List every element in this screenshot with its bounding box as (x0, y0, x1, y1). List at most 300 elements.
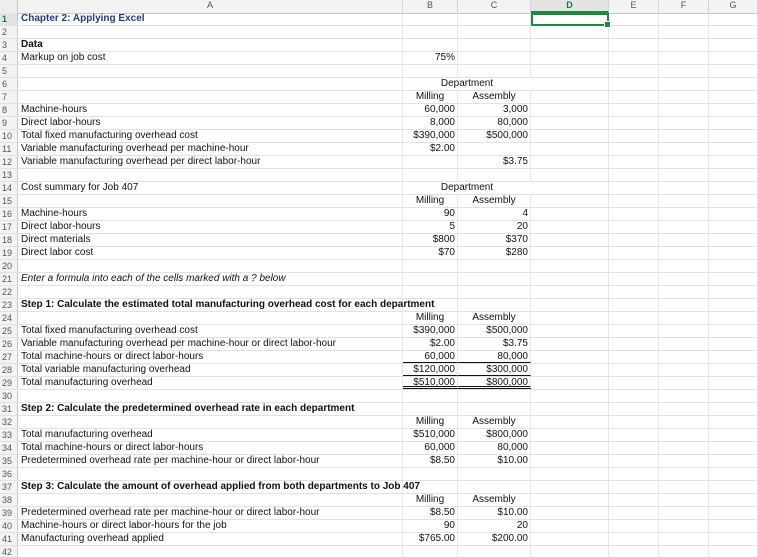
cell-f[interactable] (659, 455, 709, 467)
cell-b[interactable]: 60,000 (403, 351, 458, 363)
cell-g[interactable] (709, 481, 758, 493)
cell-f[interactable] (659, 39, 709, 51)
cell-e[interactable] (609, 481, 659, 493)
cell-d[interactable] (531, 468, 609, 480)
cell-b[interactable] (403, 13, 458, 25)
cell-g[interactable] (709, 234, 758, 246)
cell-b[interactable]: $8.50 (403, 507, 458, 519)
row-number[interactable]: 19 (0, 247, 18, 259)
cell-g[interactable] (709, 91, 758, 103)
cell-a[interactable] (18, 91, 403, 103)
cell-c[interactable] (458, 143, 531, 155)
cell-f[interactable] (659, 195, 709, 207)
cell-c[interactable] (458, 169, 531, 181)
cell-g[interactable] (709, 117, 758, 129)
cell-g[interactable] (709, 442, 758, 454)
cell-f[interactable] (659, 520, 709, 532)
cell-a[interactable]: Direct materials (18, 234, 403, 246)
spreadsheet-grid[interactable] (0, 13, 758, 557)
cell-d[interactable] (531, 494, 609, 506)
row-number[interactable]: 29 (0, 377, 18, 389)
cell-d[interactable] (531, 455, 609, 467)
cell-g[interactable] (709, 13, 758, 25)
cell-b[interactable] (403, 260, 458, 272)
cell-b[interactable] (403, 156, 458, 168)
row-number[interactable]: 16 (0, 208, 18, 220)
row-number[interactable]: 21 (0, 273, 18, 285)
cell-a[interactable]: Variable manufacturing overhead per direct labor-hour (18, 156, 403, 168)
cell-f[interactable] (659, 507, 709, 519)
cell-d[interactable] (531, 429, 609, 441)
cell-e[interactable] (609, 533, 659, 545)
cell-g[interactable] (709, 494, 758, 506)
cell-e[interactable] (609, 364, 659, 376)
cell-d[interactable] (531, 156, 609, 168)
cell-d[interactable] (531, 104, 609, 116)
cell-c[interactable] (458, 39, 531, 51)
row-number[interactable]: 40 (0, 520, 18, 532)
cell-c[interactable]: Assembly (458, 494, 531, 506)
cell-f[interactable] (659, 325, 709, 337)
cell-c[interactable]: 4 (458, 208, 531, 220)
cell-g[interactable] (709, 351, 758, 363)
row-number[interactable]: 36 (0, 468, 18, 480)
cell-f[interactable] (659, 156, 709, 168)
cell-c[interactable]: 3,000 (458, 104, 531, 116)
row-number[interactable]: 23 (0, 299, 18, 311)
cell-f[interactable] (659, 286, 709, 298)
cell-b[interactable]: Milling (403, 195, 458, 207)
cell-f[interactable] (659, 533, 709, 545)
row-number[interactable]: 34 (0, 442, 18, 454)
cell-e[interactable] (609, 546, 659, 557)
cell-a[interactable]: Chapter 2: Applying Excel (18, 13, 403, 25)
cell-e[interactable] (609, 325, 659, 337)
cell-a[interactable]: Direct labor-hours (18, 221, 403, 233)
cell-b[interactable]: 5 (403, 221, 458, 233)
row-number[interactable]: 8 (0, 104, 18, 116)
cell-c[interactable]: 80,000 (458, 117, 531, 129)
cell-g[interactable] (709, 39, 758, 51)
cell-g[interactable] (709, 325, 758, 337)
cell-a[interactable]: Cost summary for Job 407 (18, 182, 403, 194)
cell-c[interactable]: 20 (458, 221, 531, 233)
cell-d[interactable] (531, 351, 609, 363)
cell-g[interactable] (709, 208, 758, 220)
cell-e[interactable] (609, 403, 659, 415)
cell-e[interactable] (609, 104, 659, 116)
cell-c[interactable] (458, 65, 531, 77)
cell-b[interactable]: $2.00 (403, 143, 458, 155)
cell-b[interactable]: Milling (403, 416, 458, 428)
cell-d[interactable] (531, 390, 609, 402)
select-all-corner[interactable] (0, 0, 18, 13)
cell-e[interactable] (609, 494, 659, 506)
row-number[interactable]: 18 (0, 234, 18, 246)
cell-e[interactable] (609, 468, 659, 480)
cell-e[interactable] (609, 39, 659, 51)
cell-f[interactable] (659, 481, 709, 493)
cell-b[interactable]: 60,000 (403, 442, 458, 454)
cell-f[interactable] (659, 312, 709, 324)
cell-d[interactable] (531, 169, 609, 181)
cell-c[interactable] (458, 286, 531, 298)
cell-g[interactable] (709, 26, 758, 38)
cell-d[interactable] (531, 338, 609, 350)
cell-a[interactable] (18, 65, 403, 77)
cell-a[interactable]: Total manufacturing overhead (18, 429, 403, 441)
cell-e[interactable] (609, 143, 659, 155)
cell-e[interactable] (609, 416, 659, 428)
cell-e[interactable] (609, 455, 659, 467)
cell-e[interactable] (609, 221, 659, 233)
cell-e[interactable] (609, 78, 659, 90)
cell-a[interactable]: Step 2: Calculate the predetermined overhead rate in each department (18, 403, 403, 415)
cell-c[interactable]: Assembly (458, 91, 531, 103)
row-number[interactable]: 10 (0, 130, 18, 142)
cell-d[interactable] (531, 442, 609, 454)
cell-c[interactable] (458, 13, 531, 25)
cell-f[interactable] (659, 338, 709, 350)
cell-c[interactable]: Assembly (458, 195, 531, 207)
cell-c[interactable]: $800,000 (458, 377, 531, 389)
cell-a[interactable]: Data (18, 39, 403, 51)
column-header-a[interactable]: A (18, 0, 403, 13)
cell-b[interactable]: $800 (403, 234, 458, 246)
cell-b-c-merged[interactable]: Department (440, 182, 494, 193)
cell-a[interactable] (18, 78, 403, 90)
cell-d[interactable] (531, 377, 609, 389)
row-number[interactable]: 39 (0, 507, 18, 519)
row-number[interactable]: 20 (0, 260, 18, 272)
cell-c[interactable] (458, 468, 531, 480)
cell-b[interactable] (403, 481, 458, 493)
cell-g[interactable] (709, 65, 758, 77)
cell-d[interactable] (531, 13, 609, 25)
cell-c[interactable] (458, 273, 531, 285)
cell-b[interactable] (403, 65, 458, 77)
cell-d[interactable] (531, 546, 609, 557)
cell-e[interactable] (609, 52, 659, 64)
cell-c[interactable] (458, 26, 531, 38)
cell-c[interactable] (458, 52, 531, 64)
row-number[interactable]: 14 (0, 182, 18, 194)
cell-c[interactable] (458, 481, 531, 493)
cell-f[interactable] (659, 234, 709, 246)
row-number[interactable]: 41 (0, 533, 18, 545)
row-number[interactable]: 2 (0, 26, 18, 38)
cell-a[interactable]: Step 3: Calculate the amount of overhead applied from both departments to Job 407 (18, 481, 403, 493)
row-number[interactable]: 5 (0, 65, 18, 77)
cell-f[interactable] (659, 390, 709, 402)
cell-a[interactable]: Variable manufacturing overhead per machine-hour or direct labor-hour (18, 338, 403, 350)
cell-e[interactable] (609, 234, 659, 246)
cell-f[interactable] (659, 351, 709, 363)
row-number[interactable]: 30 (0, 390, 18, 402)
cell-f[interactable] (659, 416, 709, 428)
cell-e[interactable] (609, 299, 659, 311)
cell-g[interactable] (709, 169, 758, 181)
cell-g[interactable] (709, 299, 758, 311)
cell-b-c-merged[interactable]: Department (440, 78, 494, 89)
cell-c[interactable] (458, 403, 531, 415)
cell-e[interactable] (609, 91, 659, 103)
cell-a[interactable]: Total machine-hours or direct labor-hours (18, 442, 403, 454)
cell-f[interactable] (659, 182, 709, 194)
cell-g[interactable] (709, 390, 758, 402)
cell-f[interactable] (659, 299, 709, 311)
cell-c[interactable]: $300,000 (458, 364, 531, 376)
cell-e[interactable] (609, 273, 659, 285)
row-number[interactable]: 27 (0, 351, 18, 363)
cell-f[interactable] (659, 65, 709, 77)
cell-g[interactable] (709, 403, 758, 415)
cell-f[interactable] (659, 208, 709, 220)
cell-f[interactable] (659, 364, 709, 376)
row-number[interactable]: 22 (0, 286, 18, 298)
cell-b[interactable]: $2.00 (403, 338, 458, 350)
cell-b[interactable]: Milling (403, 312, 458, 324)
cell-g[interactable] (709, 195, 758, 207)
cell-c[interactable]: $10.00 (458, 507, 531, 519)
cell-a[interactable]: Total variable manufacturing overhead (18, 364, 403, 376)
cell-c[interactable] (458, 546, 531, 557)
cell-a[interactable] (18, 468, 403, 480)
cell-d[interactable] (531, 364, 609, 376)
cell-a[interactable] (18, 260, 403, 272)
cell-c[interactable]: 20 (458, 520, 531, 532)
row-number[interactable]: 11 (0, 143, 18, 155)
cell-f[interactable] (659, 546, 709, 557)
cell-f[interactable] (659, 169, 709, 181)
cell-d[interactable] (531, 403, 609, 415)
cell-a[interactable]: Enter a formula into each of the cells marked with a ? below (18, 273, 403, 285)
cell-a[interactable]: Step 1: Calculate the estimated total manufacturing overhead cost for each department (18, 299, 403, 311)
column-header-d[interactable]: D (531, 0, 609, 13)
cell-g[interactable] (709, 468, 758, 480)
cell-a[interactable] (18, 26, 403, 38)
cell-a[interactable]: Total fixed manufacturing overhead cost (18, 325, 403, 337)
cell-a[interactable] (18, 390, 403, 402)
cell-e[interactable] (609, 442, 659, 454)
cell-g[interactable] (709, 78, 758, 90)
cell-c[interactable] (458, 390, 531, 402)
cell-f[interactable] (659, 377, 709, 389)
cell-e[interactable] (609, 429, 659, 441)
cell-b[interactable]: $390,000 (403, 130, 458, 142)
cell-f[interactable] (659, 52, 709, 64)
cell-b[interactable] (403, 546, 458, 557)
cell-a[interactable]: Machine-hours (18, 208, 403, 220)
row-number[interactable]: 15 (0, 195, 18, 207)
cell-c[interactable]: Assembly (458, 312, 531, 324)
cell-a[interactable]: Manufacturing overhead applied (18, 533, 403, 545)
cell-e[interactable] (609, 156, 659, 168)
cell-e[interactable] (609, 13, 659, 25)
cell-b[interactable]: Milling (403, 494, 458, 506)
row-number[interactable]: 4 (0, 52, 18, 64)
cell-d[interactable] (531, 78, 609, 90)
cell-f[interactable] (659, 468, 709, 480)
cell-f[interactable] (659, 429, 709, 441)
cell-e[interactable] (609, 195, 659, 207)
cell-g[interactable] (709, 429, 758, 441)
cell-d[interactable] (531, 117, 609, 129)
cell-b[interactable]: 60,000 (403, 104, 458, 116)
cell-c[interactable]: $500,000 (458, 325, 531, 337)
cell-b[interactable]: 8,000 (403, 117, 458, 129)
cell-f[interactable] (659, 221, 709, 233)
cell-f[interactable] (659, 273, 709, 285)
cell-e[interactable] (609, 377, 659, 389)
cell-c[interactable]: 80,000 (458, 351, 531, 363)
cell-g[interactable] (709, 182, 758, 194)
row-number[interactable]: 32 (0, 416, 18, 428)
cell-c[interactable] (458, 260, 531, 272)
cell-g[interactable] (709, 507, 758, 519)
cell-a[interactable] (18, 312, 403, 324)
cell-b[interactable]: 90 (403, 208, 458, 220)
cell-g[interactable] (709, 104, 758, 116)
cell-f[interactable] (659, 117, 709, 129)
cell-a[interactable]: Total machine-hours or direct labor-hours (18, 351, 403, 363)
cell-d[interactable] (531, 52, 609, 64)
cell-b[interactable] (403, 169, 458, 181)
cell-g[interactable] (709, 520, 758, 532)
cell-d[interactable] (531, 520, 609, 532)
cell-b[interactable]: $765.00 (403, 533, 458, 545)
cell-g[interactable] (709, 312, 758, 324)
cell-b[interactable] (403, 26, 458, 38)
cell-c[interactable]: $10.00 (458, 455, 531, 467)
row-number[interactable]: 31 (0, 403, 18, 415)
cell-a[interactable]: Markup on job cost (18, 52, 403, 64)
cell-a[interactable]: Direct labor cost (18, 247, 403, 259)
row-number[interactable]: 42 (0, 546, 18, 557)
cell-f[interactable] (659, 143, 709, 155)
cell-g[interactable] (709, 364, 758, 376)
cell-e[interactable] (609, 208, 659, 220)
cell-c[interactable]: $280 (458, 247, 531, 259)
row-number[interactable]: 7 (0, 91, 18, 103)
cell-e[interactable] (609, 26, 659, 38)
cell-a[interactable]: Predetermined overhead rate per machine-hour or direct labor-hour (18, 455, 403, 467)
cell-g[interactable] (709, 377, 758, 389)
cell-b[interactable] (403, 39, 458, 51)
cell-d[interactable] (531, 39, 609, 51)
cell-f[interactable] (659, 247, 709, 259)
cell-f[interactable] (659, 13, 709, 25)
cell-e[interactable] (609, 182, 659, 194)
cell-c[interactable]: $500,000 (458, 130, 531, 142)
cell-b[interactable]: $70 (403, 247, 458, 259)
column-header-c[interactable]: C (458, 0, 531, 13)
column-header-e[interactable]: E (609, 0, 659, 13)
cell-d[interactable] (531, 182, 609, 194)
cell-a[interactable] (18, 416, 403, 428)
cell-e[interactable] (609, 130, 659, 142)
cell-b[interactable] (403, 273, 458, 285)
row-number[interactable]: 17 (0, 221, 18, 233)
cell-b[interactable]: 75% (403, 52, 458, 64)
cell-f[interactable] (659, 260, 709, 272)
cell-d[interactable] (531, 195, 609, 207)
row-number[interactable]: 33 (0, 429, 18, 441)
cell-a[interactable]: Machine-hours (18, 104, 403, 116)
cell-g[interactable] (709, 338, 758, 350)
cell-d[interactable] (531, 143, 609, 155)
cell-a[interactable] (18, 494, 403, 506)
cell-b[interactable]: 90 (403, 520, 458, 532)
cell-a[interactable] (18, 286, 403, 298)
cell-a[interactable]: Total manufacturing overhead (18, 377, 403, 389)
cell-c[interactable]: $3.75 (458, 156, 531, 168)
cell-e[interactable] (609, 351, 659, 363)
cell-f[interactable] (659, 494, 709, 506)
cell-c[interactable] (458, 299, 531, 311)
cell-e[interactable] (609, 338, 659, 350)
cell-f[interactable] (659, 91, 709, 103)
column-header-g[interactable]: G (709, 0, 758, 13)
row-number[interactable]: 6 (0, 78, 18, 90)
row-number[interactable]: 38 (0, 494, 18, 506)
row-number[interactable]: 9 (0, 117, 18, 129)
cell-c[interactable]: $3.75 (458, 338, 531, 350)
cell-d[interactable] (531, 221, 609, 233)
cell-d[interactable] (531, 299, 609, 311)
cell-d[interactable] (531, 26, 609, 38)
cell-a[interactable] (18, 169, 403, 181)
cell-e[interactable] (609, 312, 659, 324)
cell-c[interactable]: 80,000 (458, 442, 531, 454)
cell-d[interactable] (531, 130, 609, 142)
column-header-b[interactable]: B (403, 0, 458, 13)
cell-g[interactable] (709, 52, 758, 64)
cell-b[interactable] (403, 403, 458, 415)
cell-a[interactable] (18, 195, 403, 207)
cell-e[interactable] (609, 507, 659, 519)
cell-b[interactable]: $8.50 (403, 455, 458, 467)
cell-g[interactable] (709, 221, 758, 233)
cell-e[interactable] (609, 247, 659, 259)
cell-g[interactable] (709, 247, 758, 259)
cell-g[interactable] (709, 156, 758, 168)
column-header-f[interactable]: F (659, 0, 709, 13)
cell-f[interactable] (659, 104, 709, 116)
cell-g[interactable] (709, 455, 758, 467)
cell-d[interactable] (531, 208, 609, 220)
row-number[interactable]: 28 (0, 364, 18, 376)
cell-b[interactable]: Milling (403, 91, 458, 103)
cell-e[interactable] (609, 286, 659, 298)
cell-f[interactable] (659, 403, 709, 415)
cell-g[interactable] (709, 546, 758, 557)
cell-f[interactable] (659, 442, 709, 454)
cell-c[interactable]: Assembly (458, 416, 531, 428)
cell-d[interactable] (531, 416, 609, 428)
cell-g[interactable] (709, 273, 758, 285)
cell-c[interactable]: $370 (458, 234, 531, 246)
cell-b[interactable]: $510,000 (403, 377, 458, 389)
cell-d[interactable] (531, 260, 609, 272)
cell-g[interactable] (709, 130, 758, 142)
cell-e[interactable] (609, 520, 659, 532)
cell-f[interactable] (659, 78, 709, 90)
cell-e[interactable] (609, 169, 659, 181)
cell-d[interactable] (531, 247, 609, 259)
row-number[interactable]: 24 (0, 312, 18, 324)
cell-e[interactable] (609, 390, 659, 402)
